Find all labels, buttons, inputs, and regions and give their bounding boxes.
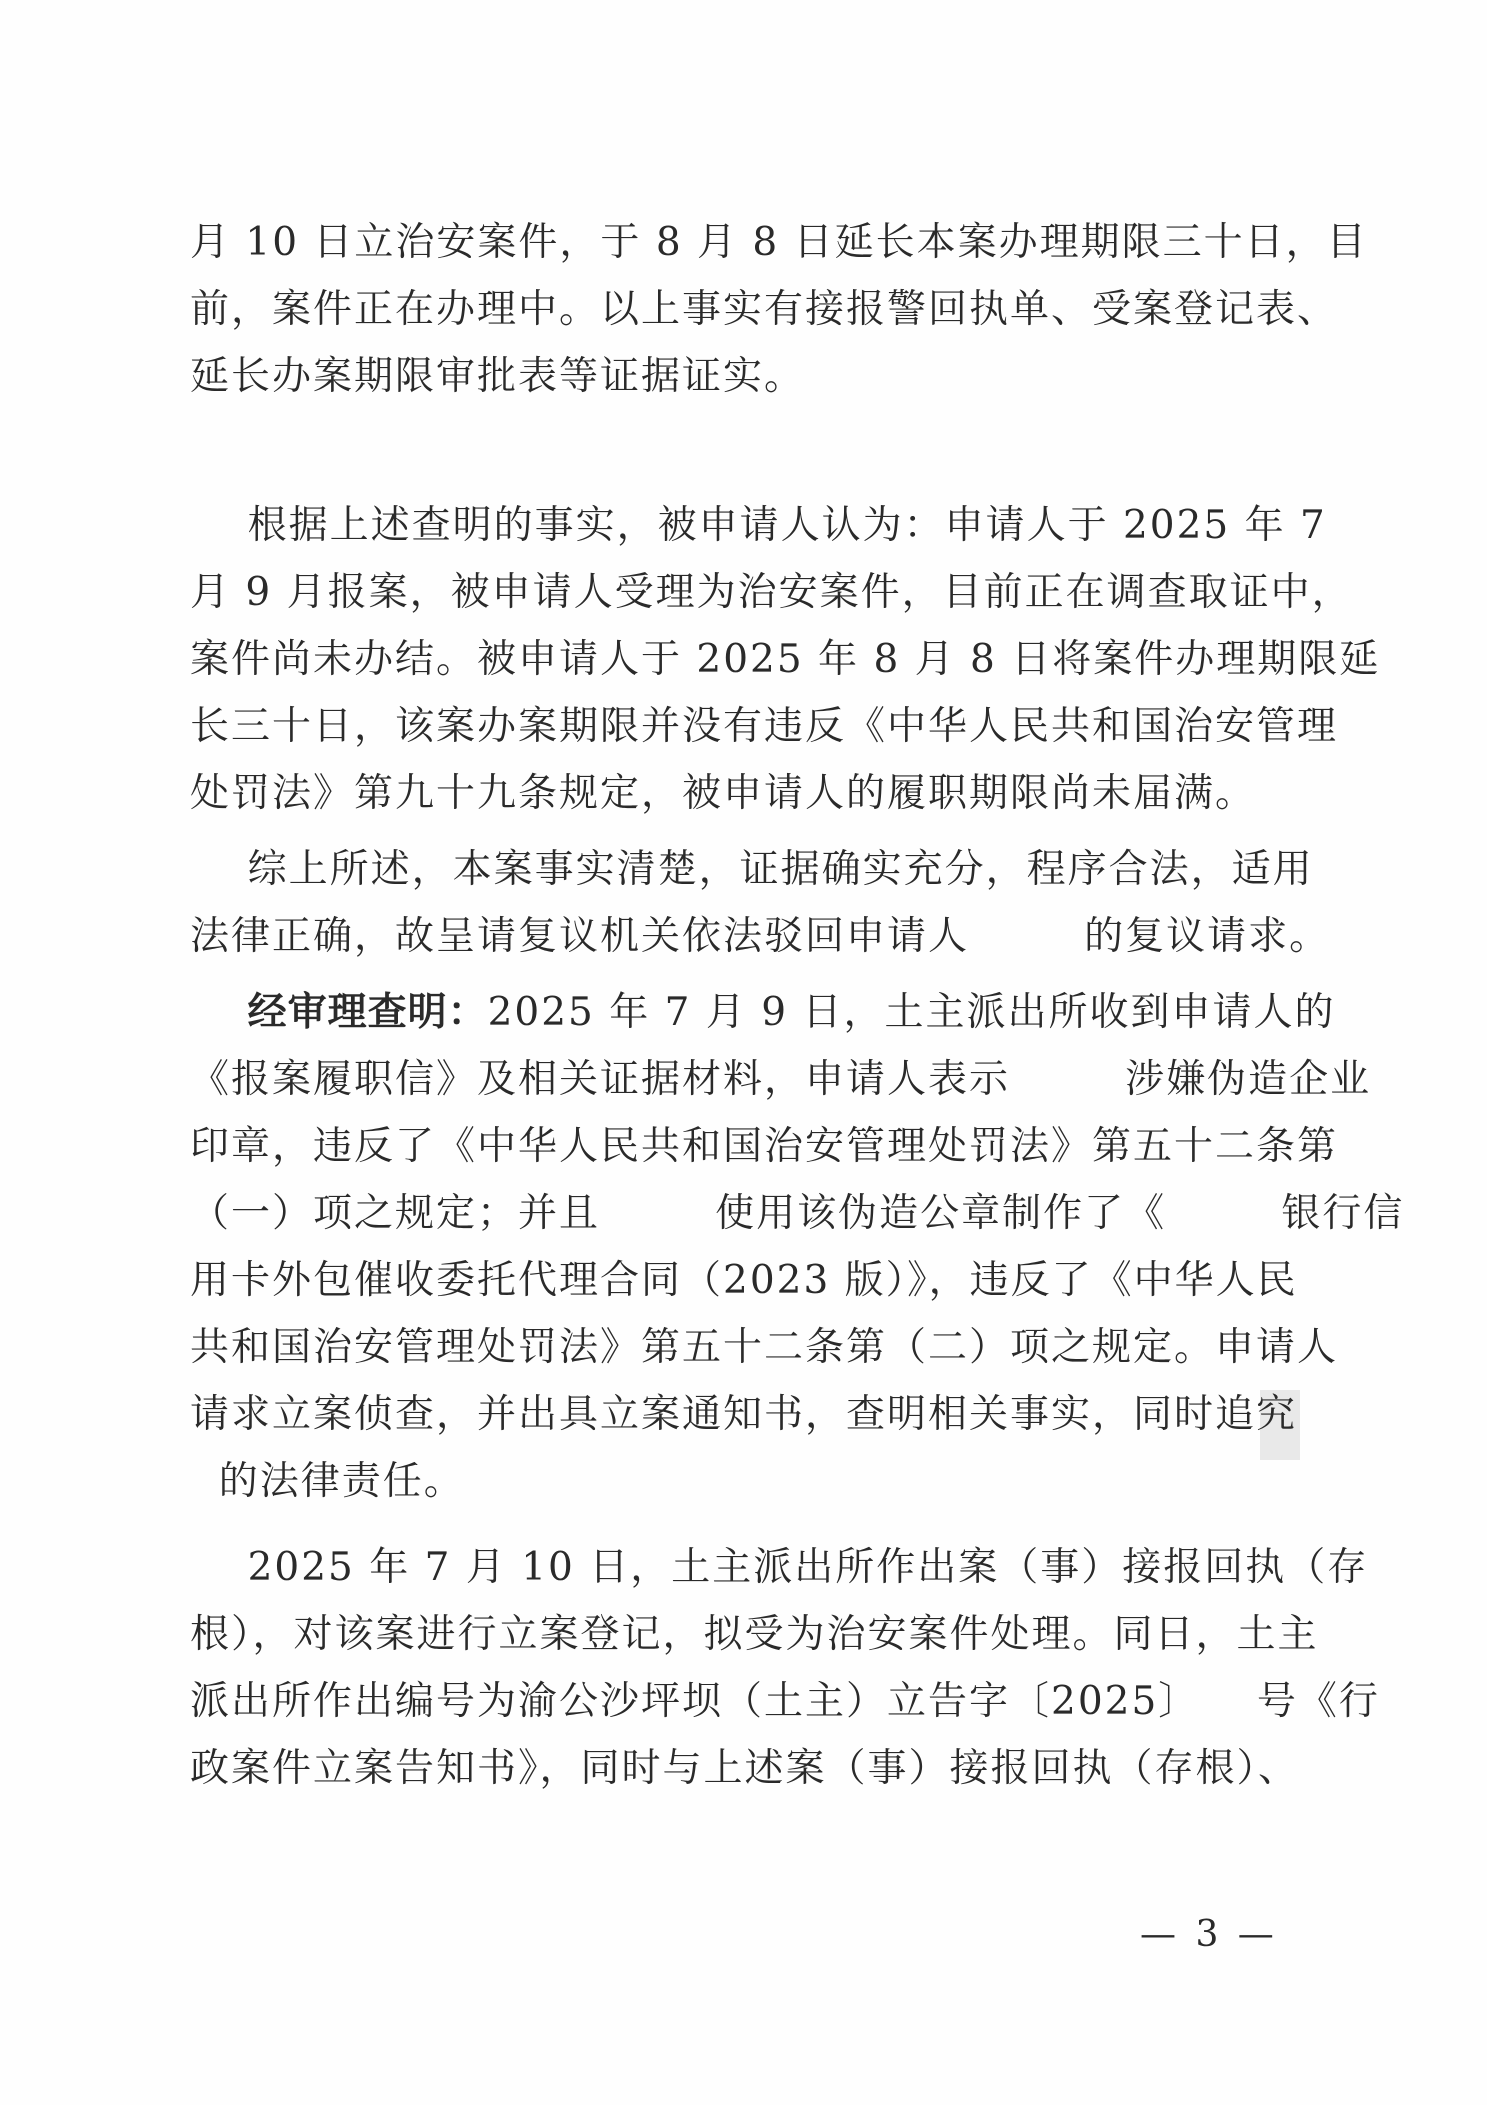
text-line-10: 法律正确，故呈请复议机关依法驳回申请人 的复议请求。	[190, 914, 1331, 959]
text-line-1: 月 10 日立治安案件，于 8 月 8 日延长本案办理期限三十日，目	[190, 220, 1368, 265]
text-line-16: 共和国治安管理处罚法》第五十二条第（二）项之规定。申请人	[190, 1325, 1339, 1370]
text-line-20: 根），对该案进行立案登记，拟受为治安案件处理。同日，土主	[190, 1612, 1319, 1657]
finding-text: 2025 年 7 月 9 日，土主派出所收到申请人的	[487, 990, 1336, 1035]
text-line-8: 处罚法》第九十九条规定，被申请人的履职期限尚未届满。	[190, 771, 1257, 816]
text-line-17: 请求立案侦查，并出具立案通知书，查明相关事实，同时追究	[190, 1392, 1298, 1437]
text-line-3: 延长办案期限审批表等证据证实。	[190, 354, 806, 399]
text-line-9: 综上所述，本案事实清楚，证据确实充分，程序合法，适用	[190, 847, 1314, 892]
text-line-15: 用卡外包催收委托代理合同（2023 版）》，违反了《中华人民	[190, 1258, 1298, 1303]
finding-line	[190, 980, 1335, 1046]
text-line-21: 派出所作出编号为渝公沙坪坝（土主）立告字〔2025〕 号《行	[190, 1679, 1380, 1724]
text-line-2: 前，案件正在办理中。以上事实有接报警回执单、受案登记表、	[190, 287, 1339, 332]
finding-label: 经审理查明：	[247, 990, 488, 1035]
text-line-12: 《报案履职信》及相关证据材料，申请人表示 涉嫌伪造企业	[190, 1057, 1372, 1102]
text-line-13: 印章，违反了《中华人民共和国治安管理处罚法》第五十二条第	[190, 1124, 1339, 1169]
text-line-14: （一）项之规定；并且 使用该伪造公章制作了《 银行信	[190, 1191, 1405, 1236]
text-line-4: 根据上述查明的事实，被申请人认为：申请人于 2025 年 7	[190, 503, 1327, 548]
text-line-7: 长三十日，该案办案期限并没有违反《中华人民共和国治安管理	[190, 704, 1339, 749]
page-number: — 3 —	[1140, 1914, 1278, 1955]
text-line-19: 2025 年 7 月 10 日，土主派出所作出案（事）接报回执（存	[190, 1545, 1369, 1590]
text-line-5: 月 9 月报案，被申请人受理为治安案件，目前正在调查取证中，	[190, 570, 1353, 615]
text-line-18: 的法律责任。	[190, 1459, 465, 1504]
text-line-22: 政案件立案告知书》，同时与上述案（事）接报回执（存根）、	[190, 1746, 1300, 1791]
text-line-6: 案件尚未办结。被申请人于 2025 年 8 月 8 日将案件办理期限延	[190, 637, 1381, 682]
